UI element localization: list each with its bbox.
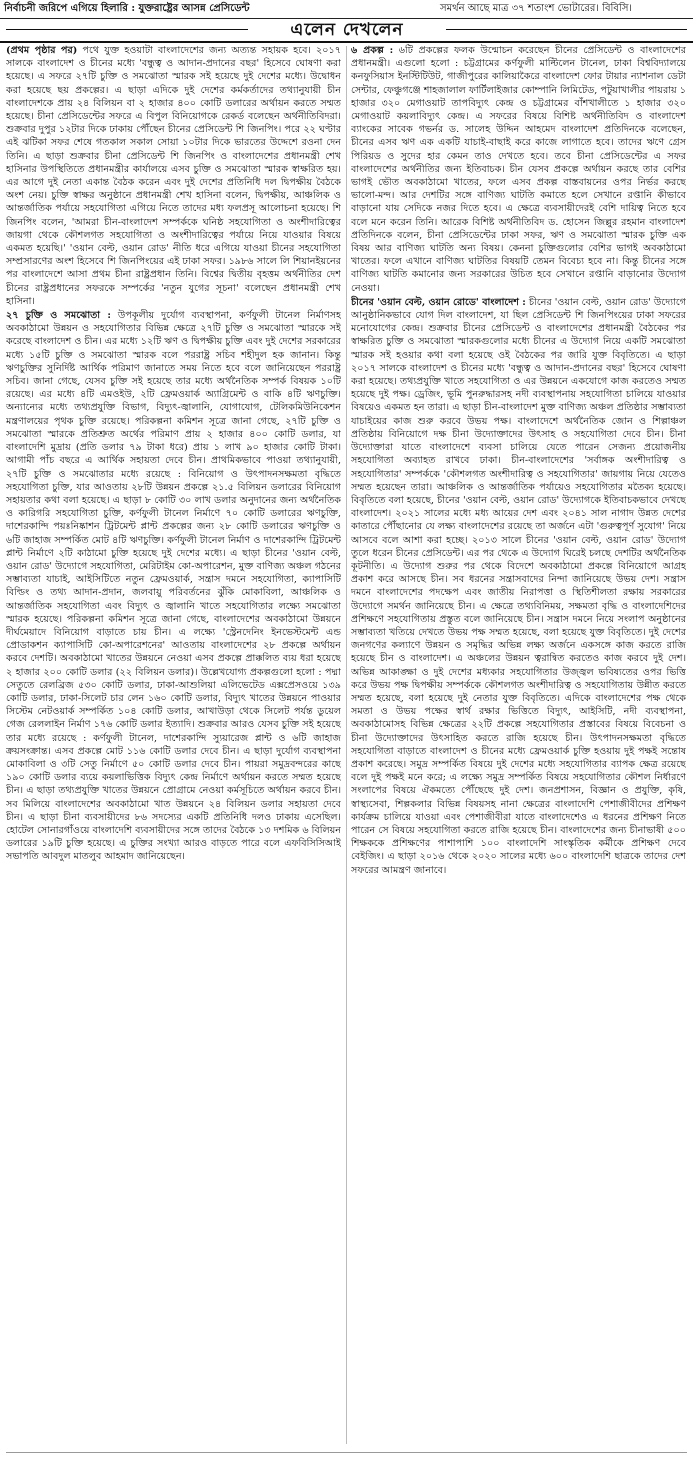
page-bottom-rule (6, 1452, 687, 1453)
section-header (0, 19, 693, 43)
left-column (6, 44, 341, 1448)
article-paragraph (6, 44, 341, 308)
right-column (351, 44, 686, 1448)
article-paragraph (6, 309, 341, 864)
header-rule-right (446, 29, 687, 30)
paragraph-text: পথে যুক্ত হওয়াটা বাংলাদেশের জন্য অত্যন্ত সহায়ক হবে। ২০১৭ সালকে বাংলাদেশ ও চীনের মধ্যে 'বন্ধুত্ব ও আদান-প্রদানের বছর' হিসেবে ঘোষণা করা হয়েছে। এ সফরে ২৭টি চুক্তি ও সমঝোতা স্মারক সই হয়েছে দুই দেশের মধ্যে। উদ্বোধন করা হয়েছে ছয় প্রকল্পের। এ ছাড়া এদিকে দুই দেশের কর্মকর্তাদের তথ্যানুযায়ী চীন বাংলাদেশকে প্রায় ২৪ বিলিয়ন বা ২ হাজার ৪০০ কোটি ডলারের অর্থায়ন করতে সম্মত হয়েছে। চীনা প্রেসিডেন্টের সফরে এ বিপুল বিনিয়োগকে রেকর্ড বলেছেন অর্থনীতিবিদরা। শুক্রবার দুপুর ১২টার দিকে ঢাকায় পৌঁছেন চীনের প্রেসিডেন্ট শি জিনপিং। পরে ২২ ঘণ্টার এই ঝটিকা সফর শেষে গতকাল সকাল সোয়া ১০টার দিকে ভারতের উদ্দেশে রওনা দেন তিনি। এ ছাড়া শুক্রবার চীনা প্রেসিডেন্ট শি জিনপিং ও বাংলাদেশের প্রধানমন্ত্রী শেখ হাসিনার উপস্থিতিতে প্রধানমন্ত্রীর কার্যালয়ে এসব চুক্তি ও সমঝোতা স্মারক স্বাক্ষরিত হয়। এর আগে দুই নেতা একান্ত বৈঠক করেন এবং দুই দেশের প্রতিনিধি দল দ্বিপক্ষীয় বৈঠকে অংশ নেয়। চুক্তি স্বাক্ষর অনুষ্ঠানে প্রধানমন্ত্রী শেখ হাসিনা বলেন, দ্বিপক্ষীয়, আঞ্চলিক ও আন্তর্জাতিক পর্যায়ে সহযোগিতা এগিয়ে নিতে তাদের মধ্য ফলপ্রসূ আলোচনা হয়েছে। শি জিনপিং বলেন, 'আমরা চীন-বাংলাদেশ সম্পর্ককে ঘনিষ্ঠ সহযোগিতা ও অংশীদারিত্বের জায়গা থেকে কৌশলগত সহযোগিতা ও অংশীদারিত্বের পর্যায়ে নিয়ে যাওয়ার বিষয়ে একমত হয়েছি।' 'ওয়ান বেল্ট, ওয়ান রোড' নীতি ধরে এগিয়ে যাওয়া চীনের সহযোগিতা সম্প্রসারণের অংশ হিসেবে শি জিনপিংয়ের এই ঢাকা সফর। ১৯৮৬ সালে লি শিয়ানইয়নের পর বাংলাদেশে আসা প্রথম চীনা রাষ্ট্রপ্রধান তিনি। বিশ্বের দ্বিতীয় বৃহত্তম অর্থনীতির দেশ চীনের রাষ্ট্রপ্রধানের সফরকে সম্পর্কের 'নতুন যুগের সূচনা' বলেছেন প্রধানমন্ত্রী শেখ হাসিনা। (6, 45, 341, 307)
paragraph-text: ৬টি প্রকল্পের ফলক উন্মোচন করেছেন চীনের প্রেসিডেন্ট ও বাংলাদেশের প্রধানমন্ত্রী। এগুলো হলো : চট্টগ্রামের কর্ণফুলী মাল্টিলেন টানেল, ঢাকা বিশ্ববিদ্যালয়ে কনফুসিয়াস ইনস্টিটিউট, গাজীপুরের কালিয়াকৈরে বাংলাদেশ ফোর টায়ার ন্যাশনাল ডেটা সেন্টার, ফেঞ্চুগঞ্জে শাহজালাল ফার্টিলাইজার কোম্পানি লিমিটেড, পটুয়াখালীর পায়রায় ১ হাজার ৩২০ মেগাওয়াট তাপবিদ্যুৎ কেন্দ্র ও চট্টগ্রামের বাঁশখালীতে ১ হাজার ৩২০ মেগাওয়াট কয়লাবিদ্যুৎ কেন্দ্র। এ সফরের বিষয়ে বিশিষ্ট অর্থনীতিবিদ ও বাংলাদেশ ব্যাংকের সাবেক গভর্নর ড. সালেহ উদ্দিন আহমেদ বাংলাদেশ প্রতিদিনকে বলেছেন, চীনের এসব ঋণ এক একটি যাচাই-বাছাই করে কাজে লাগাতে হবে। তাদের ঋণে গ্রেস পিরিয়ড ও সুদের হার কেমন তাও দেখতে হবে। তবে চীনা প্রেসিডেন্টের এ সফর বাংলাদেশের অর্থনীতির জন্য ইতিবাচক। চীন যেসব প্রকল্পে অর্থায়ন করছে তার বেশির ভাগই ভৌত অবকাঠামো খাতের, ফলে এসব প্রকল্প বাস্তবায়নের ওপর নির্ভর করছে ভালো-মন্দ। আর দেশটির সঙ্গে বাণিজ্য ঘাটতি কমাতে হলে সেখানে রপ্তানি কীভাবে বাড়ানো যায় সেদিকে নজর দিতে হবে। এ ক্ষেত্রে ব্যবসায়ীদেরই বেশি দায়িত্ব নিতে হবে বলে মনে করেন তিনি। আরেক বিশিষ্ট অর্থনীতিবিদ ড. হোসেন জিল্লুর রহমান বাংলাদেশ প্রতিদিনকে বলেন, চীনা প্রেসিডেন্টের ঢাকা সফর, ঋণ ও সমঝোতা স্মারক চুক্তি এক বিষয় আর বাণিজ্য ঘাটতি অন্য বিষয়। কেননা চুক্তিগুলোর বেশির ভাগই অবকাঠামো খাতের। ফলে এখানে বাণিজ্য ঘাটতির বিষয়টি তেমন বিবেচ্য হবে না। কিন্তু চীনের সঙ্গে বাণিজ্য ঘাটতি কমানোর জন্য সরকারের উচিত হবে সেখানে রপ্তানি বাড়ানোর উদ্যোগ নেওয়া। (351, 45, 686, 294)
header-rule-left (6, 29, 248, 30)
paragraph-lead: ২৭ চুক্তি ও সমঝোতা : (6, 310, 111, 322)
paragraph-text: উপকূলীয় দুর্যোগ ব্যবস্থাপনা, কর্ণফুলী টানেল নির্মাণসহ অবকাঠামো উন্নয়ন ও সহযোগিতার বিভিন্ন ক্ষেত্রে ২৭টি চুক্তি ও সমঝোতা স্মারকে সই করেছে বাংলাদেশ ও চীন। এর মধ্যে ১২টি ঋণ ও দ্বিপক্ষীয় চুক্তি এবং দুই দেশের সরকারের মধ্যে ১৫টি চুক্তি ও সমঝোতা স্মারক বলে পররাষ্ট্র সচিব শহীদুল হক জানান। কিন্তু ঋণচুক্তির সুনির্দিষ্ট আর্থিক পরিমাণ জানাতে সময় নিতে হবে বলে জানিয়েছেন পররাষ্ট্র সচিব। জানা গেছে, যেসব চুক্তি সই হয়েছে তার মধ্যে অর্থনৈতিক সম্পর্ক বিষয়ক ১০টি রয়েছে। এর মধ্যে ৪টি এমওইউ, ২টি ফ্রেমওয়ার্ক অ্যাগ্রিমেন্ট ও বাকি ৪টি ঋণচুক্তি। অন্যান্যের মধ্যে তথ্যপ্রযুক্তি বিভাগ, বিদ্যুৎ-জ্বালানি, যোগাযোগ, টেলিকমিউনিকেশন মন্ত্রণালয়ের পৃথক চুক্তি রয়েছে। পরিকল্পনা কমিশন সূত্রে জানা গেছে, ২৭টি চুক্তি ও সমঝোতা স্মারকে প্রতিশ্রুত অর্থের পরিমাণ প্রায় ২ হাজার ৪০০ কোটি ডলার, যা বাংলাদেশি মুদ্রায় (প্রতি ডলার ৭৯ টাকা ধরে) প্রায় ১ লাখ ৯০ হাজার কোটি টাকা। আগামী পাঁচ বছরে এ আর্থিক সহায়তা দেবে চীন। প্রাথমিকভাবে পাওয়া তথ্যানুযায়ী, ২৭টি চুক্তি ও সমঝোতার মধ্যে রয়েছে : বিনিয়োগ ও উৎপাদনসক্ষমতা বৃদ্ধিতে সহযোগিতা চুক্তি, যার আওতায় ২৮টি উন্নয়ন প্রকল্পে ২১.৫ বিলিয়ন ডলারের বিনিয়োগ সহায়তার কথা বলা হয়েছে। এ ছাড়া ৮ কোটি ৩০ লাখ ডলার অনুদানের জন্য অর্থনৈতিক ও কারিগরি সহযোগিতা চুক্তি, কর্ণফুলী টানেল নির্মাণে ৭০ কোটি ডলারের ঋণচুক্তি, দাশেরকান্দি পয়ঃনিষ্কাশন ট্রিটমেন্ট প্লান্ট প্রকল্পের জন্য ২৮ কোটি ডলারের ঋণচুক্তি ও ৬টি জাহাজ সম্পর্কিত মোট ৪টি ঋণচুক্তি। কর্ণফুলী টানেল নির্মাণ ও দাশেরকান্দি ট্রিটমেন্ট প্লান্ট নির্মাণে ২টি কাঠামো চুক্তি হয়েছে দুই দেশের মধ্যে। এ ছাড়া চীনের 'ওয়ান বেল্ট, ওয়ান রোড' উদ্যোগে সহযোগিতা, মেরিটাইম কো-অপারেশন, মুক্ত বাণিজ্য অঞ্চল গঠনের সম্ভাব্যতা যাচাই, আইসিটিতে নতুন ফ্রেমওয়ার্ক, সন্ত্রাস দমনে সহযোগিতা, ক্যাপাসিটি বিল্ডিং ও তথ্য আদান-প্রদান, জলবায়ু পরিবর্তনের ঝুঁকি মোকাবিলা, আঞ্চলিক ও আন্তর্জাতিক সহযোগিতা এবং বিদ্যুৎ ও জ্বালানি খাতে সহযোগিতার লক্ষ্যে সমঝোতা স্মারক হয়েছে। পরিকল্পনা কমিশন সূত্রে জানা গেছে, বাংলাদেশের অবকাঠামো উন্নয়নে দীর্ঘমেয়াদে বিনিয়োগ বাড়াতে চায় চীন। এ লক্ষ্যে 'স্ট্রেনদেনিং ইনভেস্টমেন্ট এন্ড প্রোডাকশন ক্যাপাসিটি কো-অপারেশনের' আওতায় বাংলাদেশের ২৮ প্রকল্পে অর্থায়ন করবে দেশটি। অবকাঠামো খাতের উন্নয়নে নেওয়া এসব প্রকল্পে প্রাক্কলিত ব্যয় ধরা হয়েছে ২ হাজার ২০০ কোটি ডলার (২২ বিলিয়ন ডলার)। উল্লেখযোগ্য প্রকল্পগুলো হলো : পদ্মা সেতুতে রেলব্রিজ ৫৩০ কোটি ডলার, ঢাকা-আশুলিয়া এলিভেটেড এক্সপ্রেসওয়ে ১৩৯ কোটি ডলার, ঢাকা-সিলেট চার লেন ১৬০ কোটি ডলার, বিদ্যুৎ খাতের উন্নয়নে পাওয়ার সিস্টেম নেটওয়ার্ক সম্পর্কিত ১০৪ কোটি ডলার, আখাউড়া থেকে সিলেট পর্যন্ত ডুয়েল গেজ রেললাইন নির্মাণ ১৭৬ কোটি ডলার ইত্যাদি। শুক্রবার আরও যেসব চুক্তি সই হয়েছে তার মধ্যে রয়েছে : কর্ণফুলী টানেল, দাশেরকান্দি স্যুয়ারেজ প্লান্ট ও ৬টি জাহাজ ক্রয়সংক্রান্ত। এসব প্রকল্পে মোট ১১৬ কোটি ডলার দেবে চীন। এ ছাড়া দুর্যোগ ব্যবস্থাপনা মোকাবিলা ও ৩টি সেতু নির্মাণে ৫০ কোটি ডলার দেবে চীন। পায়রা সমুদ্রবন্দরের কাছে ১৯০ কোটি ডলার ব্যয়ে কয়লাভিত্তিক বিদ্যুৎ কেন্দ্র নির্মাণে অর্থায়ন করতে সম্মত হয়েছে চীন। এ ছাড়া তথ্যপ্রযুক্তি খাতের উন্নয়নে প্রোগ্রামে নেওয়া কর্মসূচিতে অর্থায়ন করবে চীন। সব মিলিয়ে বাংলাদেশের অবকাঠামো খাত উন্নয়নে ২৪ বিলিয়ন ডলার সহায়তা দেবে চীন। এ ছাড়া চীনা ব্যবসায়ীদের ৮৬ সদস্যের একটি প্রতিনিধি দলও ঢাকায় এসেছিল। হোটেল সোনারগাঁওয়ে বাংলাদেশি ব্যবসায়ীদের সঙ্গে তাদের বৈঠকে ১৩ দশমিক ৬ বিলিয়ন ডলারের ১৯টি চুক্তি হয়েছে। এ চুক্তির সংখ্যা আরও বাড়তে পারে বলে এফবিসিসিআই সভাপতি আবদুল মাতলুব আহমাদ জানিয়েছেন। (6, 310, 341, 863)
top-strip-left-headline: নির্বাচনী জরিপে এগিয়ে হিলারি : যুক্তরাষ্ট্রের আসন্ন প্রেসিডেন্ট (4, 3, 250, 14)
paragraph-lead: ৬ প্রকল্প : (351, 45, 394, 56)
article-body (6, 44, 687, 1448)
page-title: এলেন দেখলেন (290, 20, 404, 40)
top-strip (0, 0, 693, 19)
article-paragraph (351, 296, 686, 877)
paragraph-text: চীনের 'ওয়ান বেল্ট, ওয়ান রোড' উদ্যোগে আনুষ্ঠানিকভাবে যোগ দিল বাংলাদেশ, যা ছিল প্রেসিডেন্ট শি জিনপিংয়ের ঢাকা সফরের মনোযোগের কেন্দ্র। শুক্রবার চীনের প্রেসিডেন্ট ও বাংলাদেশের প্রধানমন্ত্রী বৈঠকের পর স্বাক্ষরিত চুক্তি ও সমঝোতা স্মারকগুলোর মধ্যে চীনের এ উদ্যোগ নিয়ে একটি সমঝোতা স্মারক সই হওয়ার কথা বলা হয়েছে ওই বৈঠকের পর জারি যুক্ত বিবৃতিতে। এ ছাড়া ২০১৭ সালকে বাংলাদেশ ও চীনের মধ্যে 'বন্ধুত্ব ও আদান-প্রদানের বছর' হিসেবে ঘোষণা করা হয়েছে। তথ্যপ্রযুক্তি খাতে সহযোগিতা ও এর উন্নয়নে একযোগে কাজ করতেও সম্মত হয়েছে দুই পক্ষ। ড্রেজিং, ভূমি পুনরুদ্ধারসহ নদী ব্যবস্থাপনায় সহযোগিতা চালিয়ে যাওয়ার বিষয়েও একমত হন তারা। এ ছাড়া চীন-বাংলাদেশ মুক্ত বাণিজ্য অঞ্চল প্রতিষ্ঠার সম্ভাব্যতা যাচাইয়ের কাজ শুরু করবে উভয় পক্ষ। বাংলাদেশে অর্থনৈতিক জোন ও শিল্পাঞ্চল প্রতিষ্ঠায় বিনিয়োগে দক্ষ চীনা উদ্যোক্তাদের উৎসাহ ও সহযোগিতা দেবে চীন। চীনা উদ্যোক্তারা যাতে বাংলাদেশে ব্যবসা চালিয়ে যেতে পারেন সেজন্য প্রয়োজনীয় সহযোগিতা অব্যাহত রাখবে ঢাকা। চীন-বাংলাদেশের 'সর্বাঙ্গক অংশীদারিত্ব ও সহযোগিতার' সম্পর্ককে 'কৌশলগত অংশীদারিত্ব ও সহযোগিতার' জায়গায় নিয়ে যেতেও সম্মত হয়েছেন তারা। আঞ্চলিক ও আন্তর্জাতিক পর্যায়েও সহযোগিতার মতৈক্য হয়েছে। বিবৃতিতে বলা হয়েছে, চীনের 'ওয়ান বেল্ট, ওয়ান রোড' উদ্যোগকে ইতিবাচকভাবে দেখছে বাংলাদেশ। ২০২১ সালের মধ্যে মধ্য আয়ের দেশ এবং ২০৪১ সাল নাগাদ উন্নত দেশের কাতারে পৌঁছানোর যে লক্ষ্য বাংলাদেশের রয়েছে তা অর্জনে এটা 'গুরুত্বপূর্ণ সুযোগ' নিয়ে আসবে বলে আশা করা হচ্ছে। ২০১৩ সালে চীনের 'ওয়ান বেল্ট, ওয়ান রোড' উদ্যোগ তুলে ধরেন চীনের প্রেসিডেন্ট। এর পর থেকে এ উদ্যোগ ঘিরেই চলছে দেশটির অর্থনৈতিক কূটনীতি। এ উদ্যোগ শুরুর পর থেকে বিদেশে অবকাঠামো প্রকল্পে বিনিয়োগে আগ্রহ প্রকাশ করে আসছে চীন। সব ধরনের সন্ত্রাসবাদের নিন্দা জানিয়েছে উভয় দেশ। সন্ত্রাস দমনে বাংলাদেশের পদক্ষেপ এবং জাতীয় নিরাপত্তা ও স্থিতিশীলতা রক্ষায় সরকারের উদ্যোগে সমর্থন জানিয়েছে চীন। এ ক্ষেত্রে তথ্যবিনিময়, সক্ষমতা বৃদ্ধি ও বাংলাদেশিদের প্রশিক্ষণে সহযোগিতায় প্রস্তুত বলে জানিয়েছে চীন। সন্ত্রাস দমনে নিয়ে সংলাপ অনুষ্ঠানের সম্ভাব্যতা খতিয়ে দেখতে উভয় পক্ষ সম্মত হয়েছে, বলা হয়েছে যুক্ত বিবৃতিতে। দুই দেশের জনগণের কল্যাণে উন্নয়ন ও সমৃদ্ধির অভিন্ন লক্ষ্য অর্জনে একসঙ্গে কাজ করতে রাজি হয়েছে চীন ও বাংলাদেশ। এ অঞ্চলের উন্নয়ন ত্বরান্বিত করতেও কাজ করবে দুই দেশ। অভিন্ন আকাঙ্ক্ষা ও দুই দেশের মধ্যকার সহযোগিতার উজ্জ্বল ভবিষ্যতের ওপর ভিত্তি করে উভয় পক্ষ দ্বিপক্ষীয় সম্পর্ককে কৌশলগত অংশীদারিত্ব ও সহযোগিতায় উন্নীত করতে সম্মত হয়েছে, বলা হয়েছে দুই নেতার যুক্ত বিবৃতিতে। এদিকে বাংলাদেশের পক্ষ থেকে সমতা ও উভয় পক্ষের স্বার্থ রক্ষার ভিত্তিতে বিদ্যুৎ, আইসিটি, নদী ব্যবস্থাপনা, অবকাঠামোসহ বিভিন্ন ক্ষেত্রের ২২টি প্রকল্পে সহযোগিতার প্রস্তাবের বিষয়ে বিবেচনা ও চীনা উদ্যোক্তাদের উৎসাহিত করতে রাজি হয়েছে চীন। উৎপাদনসক্ষমতা বৃদ্ধিতে সহযোগিতা বাড়াতে বাংলাদেশ ও চীনের মধ্যে ফ্রেমওয়ার্ক চুক্তি হওয়ায় দুই পক্ষই সন্তোষ প্রকাশ করেছে। সমুদ্র সম্পর্কিত বিষয়ে দুই দেশের মধ্যে সহযোগিতার ব্যাপক ক্ষেত্র রয়েছে বলে দুই পক্ষই মনে করে; এ লক্ষ্যে সমুদ্র সম্পর্কিত বিষয়ে সহযোগিতার কৌশল নির্ধারণে সংলাপের বিষয়ে ঐকমত্যে পৌঁছেছে দুই দেশ। জনপ্রশাসন, বিজ্ঞান ও প্রযুক্তি, কৃষি, স্বাস্থ্যসেবা, শিল্পকলার বিভিন্ন বিষয়সহ নানা ক্ষেত্রের বাংলাদেশি পেশাজীবীদের প্রশিক্ষণ কার্যক্রম চালিয়ে যাওয়া এবং পেশাজীবীরা যাতে বাংলাদেশেও এ ধরনের প্রশিক্ষণ নিতে পারেন সে বিষয়ে সহযোগিতা করতে রাজি হয়েছে চীন। বাংলাদেশের জন্য চীনাভাষী ৫০০ শিক্ষককে প্রশিক্ষণের পাশাপাশি ১০০ বাংলাদেশি সাংস্কৃতিক কর্মীকে প্রশিক্ষণ দেবে বেইজিং। এ ছাড়া ২০১৬ থেকে ২০২০ সালের মধ্যে ৬০০ বাংলাদেশি ছাত্রকে তাদের দেশ সফরের আমন্ত্রণ জানাবে। (351, 296, 686, 876)
article-paragraph (351, 44, 686, 295)
paragraph-lead: (প্রথম পৃষ্ঠার পর) (6, 45, 78, 56)
top-strip-right-headline: সমর্থন আছে মাত্র ৩৭ শতাংশ ভোটারের। বিবিসি। (440, 3, 633, 14)
paragraph-lead: চীনের 'ওয়ান বেল্ট, ওয়ান রোডে' বাংলাদেশ : (351, 296, 526, 308)
